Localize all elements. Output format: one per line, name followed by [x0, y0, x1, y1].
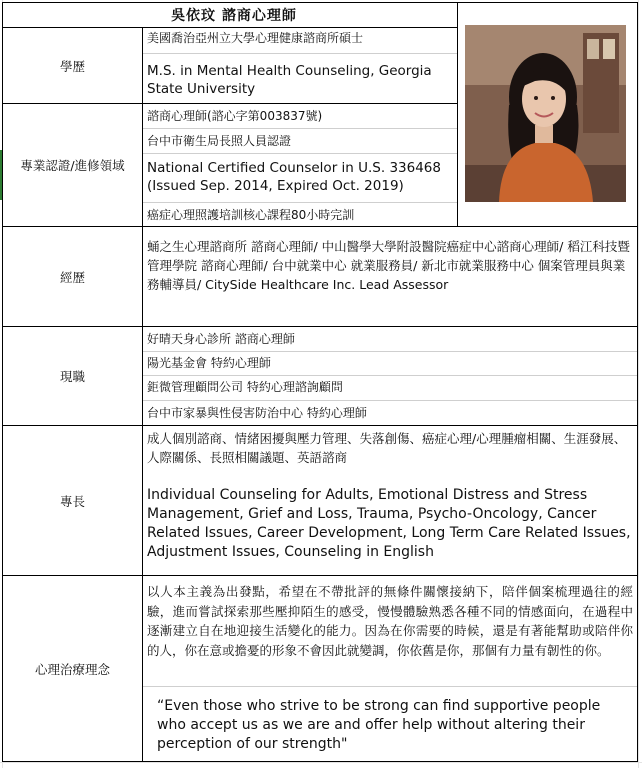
current-line: 好晴天身心診所 諮商心理師	[147, 332, 295, 346]
certification-line: 台中市衛生局長照人員認證	[147, 134, 292, 148]
philosophy-content	[142, 575, 638, 762]
row-divider	[143, 400, 637, 401]
gridline	[638, 0, 639, 768]
current-line: 陽光基金會 特約心理師	[147, 356, 271, 370]
current-line: 鉅微管理顧問公司 特約心理諮詢顧問	[147, 380, 343, 394]
education-label-cell	[2, 27, 143, 104]
row-divider	[143, 128, 457, 129]
experience-label: 經歷	[59, 269, 85, 285]
education-content	[142, 27, 458, 104]
specialty-label-cell	[2, 425, 143, 576]
certification-line-en: National Certified Counselor in U.S. 336468 (Issued Sep. 2014, Expired Oct. 2019)	[147, 160, 441, 194]
certification-line: 癌症心理照護培訓核心課程80小時完訓	[147, 208, 355, 222]
portrait-photo-icon	[465, 25, 626, 202]
philosophy-quote: “Even those who strive to be strong can find supportive people who accept us as we are and offer help without altering their perception of our strength"	[157, 698, 601, 752]
philosophy-zh: 以人本主義為出發點，希望在不帶批評的無條件關懷接納下，陪伴個案梳理過往的經驗，進而嘗試探索那些壓抑陌生的感受，慢慢體驗熟悉各種不同的情感面向，在過程中逐漸建立自在地迎接生活變化的能力。因為在你需要的時候，還是有著能幫助或陪伴你的人，你在意或擔憂的形象不會因此就變調，你依舊是你，那個有力量有韌性的你。	[147, 584, 633, 658]
gridline	[0, 762, 642, 763]
row-divider	[143, 686, 637, 687]
specialty-label: 專長	[59, 493, 85, 509]
certification-content	[142, 103, 458, 227]
row-divider	[143, 53, 457, 54]
portrait-photo	[465, 25, 626, 202]
current-label-cell	[2, 326, 143, 426]
specialty-zh: 成人個別諮商、情緒困擾與壓力管理、失落創傷、癌症心理/心理腫瘤相關、生涯發展、人際關係、長照相關議題、英語諮商	[147, 431, 627, 465]
page-title-text: 吳依玟 諮商心理師	[171, 8, 297, 24]
row-divider	[143, 202, 457, 203]
row-divider	[143, 375, 637, 376]
education-label: 學歷	[59, 58, 85, 74]
certification-line: 諮商心理師(諮心字第003837號)	[147, 109, 323, 123]
certification-label-cell	[2, 103, 143, 227]
specialty-content	[142, 425, 638, 576]
education-line-en: M.S. in Mental Health Counseling, Georgia State University	[147, 63, 432, 97]
experience-text: 蛹之生心理諮商所 諮商心理師/ 中山醫學大學附設醫院癌症中心諮商心理師/ 稻江科技暨管理學院 諮商心理師/ 台中就業中心 就業服務員/ 新北市就業服務中心 個案管理員與業務輔導員/ CitySide Healthcare Inc. Lead Assessor	[147, 239, 630, 292]
current-line: 台中市家暴與性侵害防治中心 特約心理師	[147, 406, 367, 420]
row-divider	[143, 351, 637, 352]
experience-content	[142, 226, 638, 327]
philosophy-label: 心理治療理念	[34, 661, 110, 677]
current-content	[142, 326, 638, 426]
certification-label: 專業認證/進修領域	[20, 158, 125, 173]
row-divider	[143, 153, 457, 154]
experience-label-cell	[2, 226, 143, 327]
education-line-zh: 美國喬治亞州立大學心理健康諮商所碩士	[147, 31, 364, 45]
specialty-en: Individual Counseling for Adults, Emotional Distress and Stress Management, Grief and Loss, Trauma, Psycho-Oncology, Cancer Related Issues, Career Development, Long Term Care Related Issues, Adjustment Issues, Counseling in English	[147, 487, 631, 560]
philosophy-label-cell	[2, 575, 143, 762]
page-title	[2, 2, 458, 28]
current-label: 現職	[59, 369, 85, 384]
